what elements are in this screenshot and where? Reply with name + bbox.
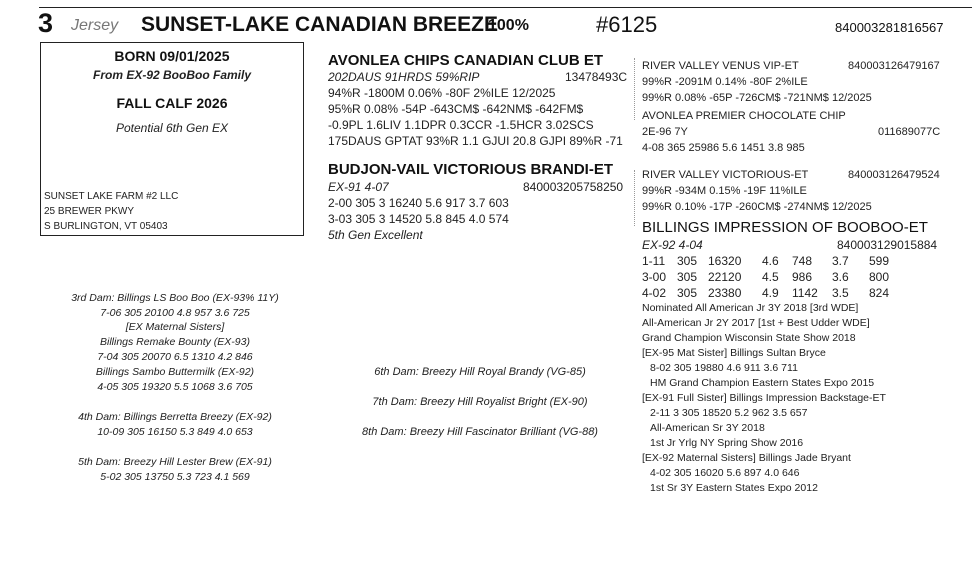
record-cell: 22120 <box>708 270 742 284</box>
dam-sire-name: RIVER VALLEY VICTORIOUS-ET <box>642 169 809 181</box>
dam-left-line: 4-05 305 19320 5.5 1068 3.6 705 <box>97 381 253 393</box>
record-cell: 986 <box>792 270 813 284</box>
dam-id: 840003205758250 <box>523 180 624 194</box>
record-cell: 305 <box>677 286 698 300</box>
farm-city: S BURLINGTON, VT 05403 <box>44 221 168 232</box>
note-line: 2-11 3 305 18520 5.2 962 3.5 657 <box>650 407 808 419</box>
record-cell: 305 <box>677 254 698 268</box>
note-line: [EX-95 Mat Sister] Billings Sultan Bryce <box>642 347 826 359</box>
record-cell: 1-11 <box>642 254 666 268</box>
dam-record-1: 2-00 305 3 16240 5.6 917 3.7 603 <box>328 196 509 210</box>
sire-id: 13478493C <box>565 70 628 84</box>
note-line: All-American Sr 3Y 2018 <box>650 422 765 434</box>
record-cell: 4.9 <box>762 286 779 300</box>
breed-label: Jersey <box>71 17 119 34</box>
eighth-dam: 8th Dam: Breezy Hill Fascinator Brilliant (VG-88) <box>362 426 598 438</box>
record-cell: 4.5 <box>762 270 779 284</box>
record-cell: 599 <box>869 254 890 268</box>
tag-number: #6125 <box>596 12 658 37</box>
dam-left-line: [EX Maternal Sisters] <box>125 321 225 333</box>
record-cell: 305 <box>677 270 698 284</box>
sire-sire-name: RIVER VALLEY VENUS VIP-ET <box>642 60 799 72</box>
record-cell: 23380 <box>708 286 742 300</box>
dam-left-line: Billings Sambo Buttermilk (EX-92) <box>95 366 255 378</box>
dam-left-line: 5-02 305 13750 5.3 723 4.1 569 <box>100 471 250 483</box>
sire-sire-line1: 99%R -2091M 0.14% -80F 2%ILE <box>642 76 808 88</box>
dam-left-line: Billings Remake Bounty (EX-93) <box>100 336 250 348</box>
note-line: 1st Sr 3Y Eastern States Expo 2012 <box>650 482 818 494</box>
dam-left-line: 5th Dam: Breezy Hill Lester Brew (EX-91) <box>78 456 272 468</box>
sire-line2: 94%R -1800M 0.06% -80F 2%ILE 12/2025 <box>328 86 556 100</box>
record-cell: 748 <box>792 254 813 268</box>
note-line: 1st Jr Yrlg NY Spring Show 2016 <box>650 437 804 449</box>
record-cell: 800 <box>869 270 890 284</box>
sire-dam-record: 4-08 365 25986 5.6 1451 3.8 985 <box>642 142 805 154</box>
registration-id: 840003281816567 <box>835 20 944 35</box>
farm-street: 25 BREWER PKWY <box>44 206 135 217</box>
dam-name: BUDJON-VAIL VICTORIOUS BRANDI-ET <box>328 161 614 178</box>
dam-note: 5th Gen Excellent <box>328 228 423 242</box>
dam-left-line: 7-06 305 20100 4.8 957 3.6 725 <box>100 307 250 319</box>
calf-class: FALL CALF 2026 <box>116 95 228 111</box>
birth-date: BORN 09/01/2025 <box>114 48 230 64</box>
record-cell: 1142 <box>792 286 818 300</box>
record-cell: 4.6 <box>762 254 779 268</box>
note-line: 4-02 305 16020 5.6 897 4.0 646 <box>650 467 800 479</box>
dam-dam-class: EX-92 4-04 <box>642 238 703 252</box>
note-line: Nominated All American Jr 3Y 2018 [3rd WDE] <box>642 302 859 314</box>
dam-left-line: 10-09 305 16150 5.3 849 4.0 653 <box>97 426 253 438</box>
sire-dam-id: 011689077C <box>878 126 941 138</box>
sire-dam-name: AVONLEA PREMIER CHOCOLATE CHIP <box>642 110 846 122</box>
sire-sire-id: 840003126479167 <box>848 60 940 72</box>
dam-sire-id: 840003126479524 <box>848 169 940 181</box>
sire-sire-line2: 99%R 0.08% -65P -726CM$ -721NM$ 12/2025 <box>642 92 872 104</box>
sire-bracket <box>634 58 637 120</box>
record-cell: 4-02 <box>642 286 667 300</box>
potential-note: Potential 6th Gen EX <box>115 121 229 135</box>
dam-left-line: 3rd Dam: Billings LS Boo Boo (EX-93% 11Y) <box>71 292 279 304</box>
seventh-dam: 7th Dam: Breezy Hill Royalist Bright (EX-90) <box>372 396 588 408</box>
dam-dam-name: BILLINGS IMPRESSION OF BOOBOO-ET <box>642 219 928 236</box>
note-line: [EX-91 Full Sister] Billings Impression Backstage-ET <box>642 392 886 404</box>
dam-left-line: 7-04 305 20070 6.5 1310 4.2 846 <box>97 351 253 363</box>
dam-sire-line1: 99%R -934M 0.15% -19F 11%ILE <box>642 185 807 197</box>
sire-line5: 175DAUS GPTAT 93%R 1.1 GJUI 20.8 GJPI 89%R -71 <box>328 134 623 148</box>
record-cell: 3.7 <box>832 254 849 268</box>
note-line: [EX-92 Maternal Sisters] Billings Jade Bryant <box>642 452 851 464</box>
sire-dam-class: 2E-96 7Y <box>642 126 688 138</box>
sire-line3: 95%R 0.08% -54P -643CM$ -642NM$ -642FM$ <box>328 102 584 116</box>
record-cell: 3.5 <box>832 286 849 300</box>
note-line: 8-02 305 19880 4.6 911 3.6 711 <box>650 362 798 374</box>
record-cell: 16320 <box>708 254 742 268</box>
record-cell: 824 <box>869 286 890 300</box>
record-cell: 3-00 <box>642 270 667 284</box>
dam-left-line: 4th Dam: Billings Berretta Breezy (EX-92) <box>78 411 272 423</box>
top-rule <box>39 7 972 8</box>
family-line: From EX-92 BooBoo Family <box>92 68 252 82</box>
sire-line1: 202DAUS 91HRDS 59%RIP <box>328 70 480 84</box>
dam-bracket <box>634 170 637 226</box>
dam-sire-line2: 99%R 0.10% -17P -260CM$ -274NM$ 12/2025 <box>642 201 872 213</box>
farm-name: SUNSET LAKE FARM #2 LLC <box>44 191 179 202</box>
note-line: Grand Champion Wisconsin State Show 2018 <box>642 332 856 344</box>
dam-class: EX-91 4-07 <box>328 180 389 194</box>
dam-record-2: 3-03 305 3 14520 5.8 845 4.0 574 <box>328 212 509 226</box>
breed-percent: 100% <box>488 17 529 34</box>
sire-name: AVONLEA CHIPS CANADIAN CLUB ET <box>328 52 604 69</box>
lot-number: 3 <box>38 8 54 38</box>
record-cell: 3.6 <box>832 270 849 284</box>
sire-line4: -0.9PL 1.6LIV 1.1DPR 0.3CCR -1.5HCR 3.02SCS <box>328 118 594 132</box>
note-line: HM Grand Champion Eastern States Expo 2015 <box>650 377 875 389</box>
dam-dam-id: 840003129015884 <box>837 238 938 252</box>
note-line: All-American Jr 2Y 2017 [1st + Best Udder WDE] <box>642 317 870 329</box>
sixth-dam: 6th Dam: Breezy Hill Royal Brandy (VG-85) <box>374 366 586 378</box>
animal-name: SUNSET-LAKE CANADIAN BREEZE <box>141 13 499 36</box>
